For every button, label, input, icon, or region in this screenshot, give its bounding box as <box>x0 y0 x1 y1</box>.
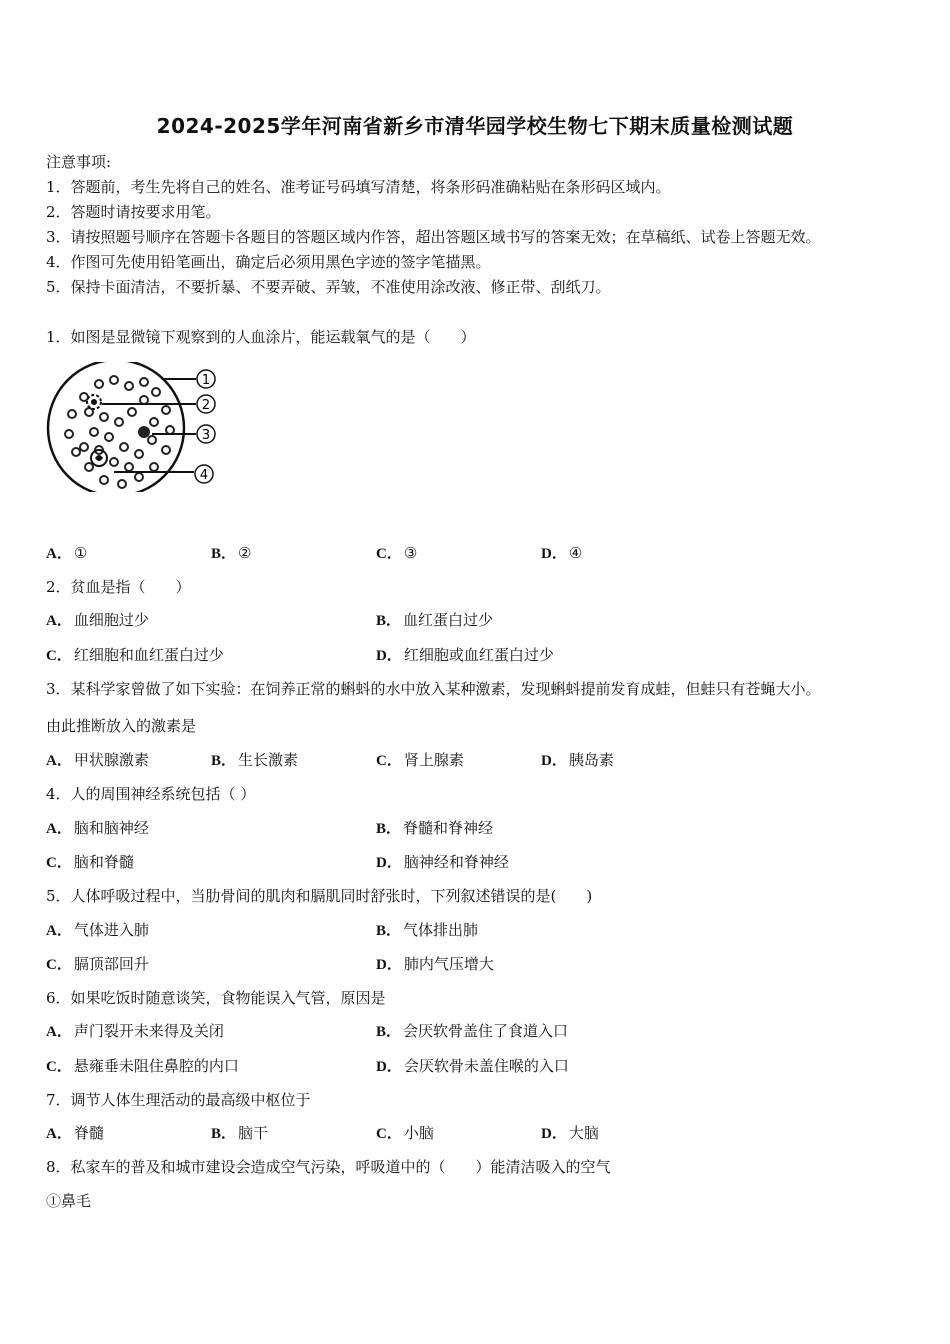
option-letter: D． <box>376 957 402 973</box>
q6-option-a[interactable] <box>46 1021 224 1042</box>
notice-heading: 注意事项: <box>46 153 112 171</box>
notice-item: 2．答题时请按要求用笔。 <box>46 203 221 221</box>
option-text: 红细胞或血红蛋白过少 <box>403 646 554 664</box>
option-text: ② <box>238 544 252 562</box>
q5-option-b[interactable] <box>376 920 478 941</box>
option-letter: B． <box>376 613 402 629</box>
option-text: ① <box>73 544 88 562</box>
option-letter: D． <box>541 546 567 562</box>
question-6-stem: 6．如果吃饭时随意谈笑，食物能误入气管，原因是 <box>46 989 386 1007</box>
q4-option-c[interactable] <box>46 852 134 873</box>
option-letter: D． <box>541 1126 567 1142</box>
q6-option-b[interactable] <box>376 1021 568 1042</box>
option-text: 脑神经和脊神经 <box>403 853 509 871</box>
option-text: 脑和脑神经 <box>73 819 149 837</box>
question-4-stem: 4．人的周围神经系统包括（ ） <box>46 785 256 803</box>
option-text: ④ <box>568 544 583 562</box>
option-text: 悬雍垂未阻住鼻腔的内口 <box>73 1057 239 1075</box>
figure-label: 2 <box>201 398 211 413</box>
option-letter: B． <box>376 1024 402 1040</box>
option-text: 血红蛋白过少 <box>403 611 494 629</box>
option-letter: C． <box>376 1126 402 1142</box>
option-letter: A． <box>46 1024 72 1040</box>
q2-option-c[interactable] <box>46 645 224 666</box>
q1-option-c[interactable] <box>376 543 417 564</box>
option-letter: D． <box>376 1059 402 1075</box>
option-letter: D． <box>376 648 402 664</box>
option-letter: A． <box>46 923 72 939</box>
option-letter: C． <box>46 855 72 871</box>
q6-option-d[interactable] <box>376 1056 569 1077</box>
option-letter: A． <box>46 546 72 562</box>
figure-label: 4 <box>199 468 209 483</box>
q4-option-d[interactable] <box>376 852 509 873</box>
q7-option-a[interactable] <box>46 1123 104 1144</box>
option-letter: A． <box>46 1126 72 1142</box>
q2-option-b[interactable] <box>376 610 493 631</box>
q5-option-a[interactable] <box>46 920 149 941</box>
option-text: 脊髓 <box>73 1124 104 1142</box>
q3-option-c[interactable] <box>376 750 464 771</box>
q4-option-a[interactable] <box>46 818 149 839</box>
figure-label: 1 <box>201 373 211 388</box>
option-text: 胰岛素 <box>568 751 614 769</box>
option-text: 气体进入肺 <box>73 921 149 939</box>
option-text: 声门裂开未来得及关闭 <box>73 1022 224 1040</box>
option-text: 脑和脊髓 <box>73 853 134 871</box>
q1-option-a[interactable] <box>46 543 87 564</box>
notice-item: 1．答题前，考生先将自己的姓名、准考证号码填写清楚，将条形码准确粘贴在条形码区域内。 <box>46 178 671 196</box>
question-7-stem: 7．调节人体生理活动的最高级中枢位于 <box>46 1091 311 1109</box>
q5-option-d[interactable] <box>376 954 494 975</box>
q3-option-d[interactable] <box>541 750 614 771</box>
q7-option-c[interactable] <box>376 1123 434 1144</box>
option-text: 肺内气压增大 <box>403 955 494 973</box>
option-letter: D． <box>376 855 402 871</box>
option-text: 脊髓和脊神经 <box>403 819 494 837</box>
option-text: 小脑 <box>403 1124 434 1142</box>
question-3-stem-cont: 由此推断放入的激素是 <box>46 717 197 735</box>
notice-item: 5．保持卡面清洁，不要折暴、不要弄破、弄皱，不准使用涂改液、修正带、刮纸刀。 <box>46 278 611 296</box>
option-letter: D． <box>541 753 567 769</box>
q1-option-b[interactable] <box>211 543 251 564</box>
option-letter: A． <box>46 753 72 769</box>
option-letter: B． <box>376 821 402 837</box>
option-letter: B． <box>211 753 237 769</box>
option-letter: C． <box>376 546 402 562</box>
q7-option-d[interactable] <box>541 1123 599 1144</box>
question-5-stem: 5．人体呼吸过程中，当肋骨间的肌肉和膈肌同时舒张时，下列叙述错误的是( ) <box>46 887 593 905</box>
question-8-stem: 8．私家车的普及和城市建设会造成空气污染，呼吸道中的（ ）能清洁吸入的空气 <box>46 1158 611 1176</box>
question-3-stem: 3．某科学家曾做了如下实验：在饲养正常的蝌蚪的水中放入某种激素，发现蝌蚪提前发育成蛙，但蛙只有苍蝇大小。 <box>46 680 821 698</box>
question-1-stem: 1．如图是显微镜下观察到的人血涂片，能运载氧气的是（ ） <box>46 328 476 346</box>
option-letter: A． <box>46 613 72 629</box>
option-letter: B． <box>376 923 402 939</box>
option-text: 生长激素 <box>238 751 299 769</box>
figure-label: 3 <box>201 428 211 443</box>
question-2-stem: 2．贫血是指（ ） <box>46 578 191 596</box>
q5-option-c[interactable] <box>46 954 149 975</box>
option-letter: B． <box>211 1126 237 1142</box>
blood-smear-figure <box>44 362 224 492</box>
q6-option-c[interactable] <box>46 1056 239 1077</box>
option-text: 脑干 <box>238 1124 269 1142</box>
notice-item: 3．请按照题号顺序在答题卡各题目的答题区域内作答，超出答题区域书写的答案无效；在草稿纸、试卷上答题无效。 <box>46 228 821 246</box>
option-text: 红细胞和血红蛋白过少 <box>73 646 224 664</box>
option-text: 血细胞过少 <box>73 611 149 629</box>
option-letter: A． <box>46 821 72 837</box>
q7-option-b[interactable] <box>211 1123 268 1144</box>
q3-option-a[interactable] <box>46 750 149 771</box>
q2-option-a[interactable] <box>46 610 149 631</box>
option-letter: C． <box>376 753 402 769</box>
option-letter: C． <box>46 1059 72 1075</box>
option-text: 会厌软骨未盖住喉的入口 <box>403 1057 569 1075</box>
q4-option-b[interactable] <box>376 818 493 839</box>
notice-item: 4．作图可先使用铅笔画出，确定后必须用黑色字迹的签字笔描黑。 <box>46 253 491 271</box>
option-text: 甲状腺激素 <box>73 751 149 769</box>
option-text: 气体排出肺 <box>403 921 479 939</box>
option-letter: C． <box>46 648 72 664</box>
q2-option-d[interactable] <box>376 645 554 666</box>
option-letter: B． <box>211 546 237 562</box>
q3-option-b[interactable] <box>211 750 298 771</box>
q8-item: ①鼻毛 <box>46 1192 92 1210</box>
page-title: 2024-2025学年河南省新乡市清华园学校生物七下期末质量检测试题 <box>156 114 794 138</box>
q1-option-d[interactable] <box>541 543 582 564</box>
option-text: ③ <box>403 544 418 562</box>
option-text: 大脑 <box>568 1124 599 1142</box>
option-text: 会厌软骨盖住了食道入口 <box>403 1022 569 1040</box>
option-text: 肾上腺素 <box>403 751 464 769</box>
option-text: 膈顶部回升 <box>73 955 149 973</box>
option-letter: C． <box>46 957 72 973</box>
